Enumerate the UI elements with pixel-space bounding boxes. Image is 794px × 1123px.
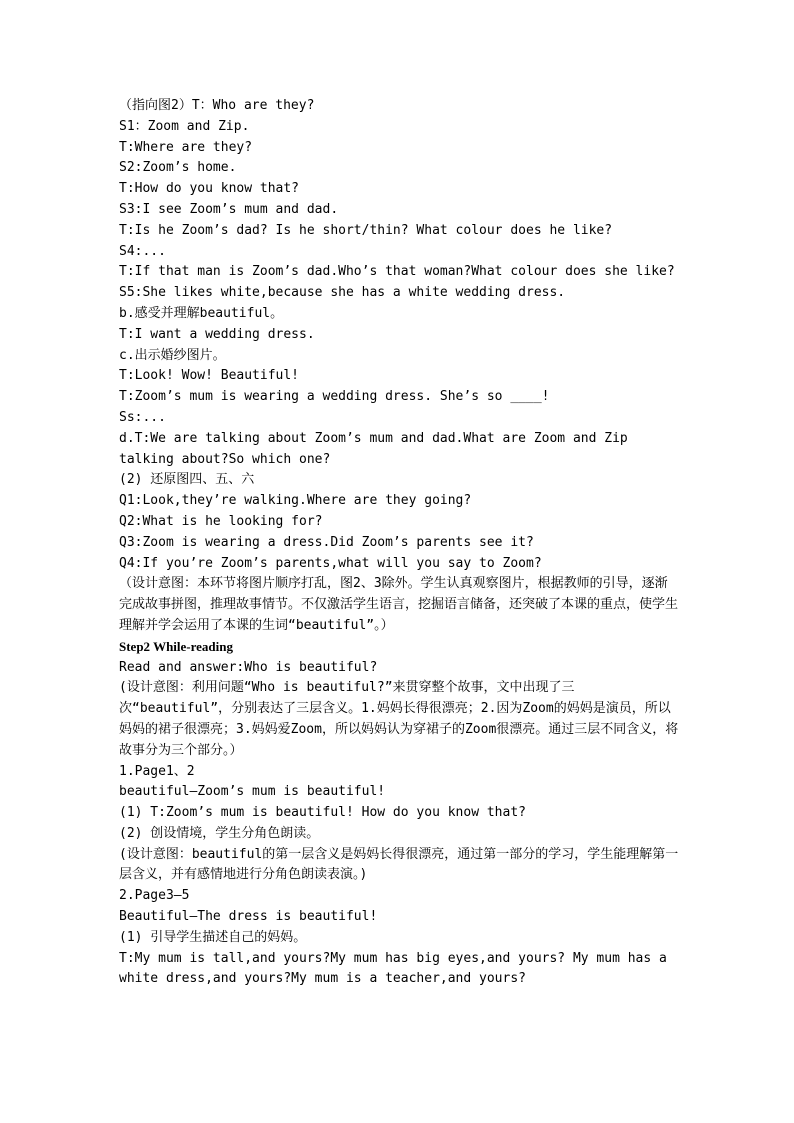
text-line: (设计意图：beautiful的第一层含义是妈妈长得很漂亮，通过第一部分的学习，学生能理解第一层含义，并有感情地进行分角色朗读表演。) <box>119 846 679 883</box>
text-line: Q1:Look,they’re walking.Where are they going? <box>119 493 472 509</box>
text-line: Ss:... <box>119 409 166 425</box>
text-line: S2:Zoom’s home. <box>119 160 237 176</box>
text-line: （指向图2）T：Who are they? <box>119 98 315 113</box>
text-line: T:Is he Zoom’s dad? Is he short/thin? What colour does he like? <box>119 222 613 238</box>
text-line: S1：Zoom and Zip. <box>119 118 250 134</box>
text-line: Q2:What is he looking for? <box>119 513 323 529</box>
text-line: 2.Page3—5 <box>119 888 190 904</box>
text-line: T:Look! Wow! Beautiful! <box>119 368 300 384</box>
text-line: Q3:Zoom is wearing a dress.Did Zoom’s parents see it? <box>119 534 534 550</box>
section-heading: Step2 While-reading <box>119 638 234 654</box>
document-page <box>119 96 679 990</box>
text-line: (2) 还原图四、五、六 <box>119 472 255 488</box>
text-line: Read and answer:Who is beautiful? <box>119 659 378 675</box>
text-line: T:My mum is tall,and yours?My mum has big eyes,and yours? My mum has a white dress,and yours?My mum is a teacher,and yours? <box>119 950 675 987</box>
text-line: (设计意图：利用问题“Who is beautiful?”来贯穿整个故事，文中出现了三次“beautiful”，分别表达了三层含义。1.妈妈长得很漂亮；2.因为Zoom的妈妈是演员，所以妈妈的裙子很漂亮；3.妈妈爱Zoom，所以妈妈认为穿裙子的Zoom很漂亮。通过三层不同含义，将故事分为三个部分。） <box>119 680 679 758</box>
text-line: Q4:If you’re Zoom’s parents,what will you say to Zoom? <box>119 555 542 571</box>
text-line: T:If that man is Zoom’s dad.Who’s that woman?What colour does she like? <box>119 264 675 280</box>
text-line: S3:I see Zoom’s mum and dad. <box>119 201 339 217</box>
text-line: T:I want a wedding dress. <box>119 326 315 342</box>
text-line: (1) 引导学生描述自己的妈妈。 <box>119 929 307 945</box>
text-line: （设计意图：本环节将图片顺序打乱，图2、3除外。学生认真观察图片，根据教师的引导，逐渐完成故事拼图，推理故事情节。不仅激活学生语言，挖掘语言储备，还突破了本课的重点，使学生理解并学会运用了本课的生词“beautiful”。） <box>119 576 679 633</box>
text-line: (2) 创设情境，学生分角色朗读。 <box>119 825 320 841</box>
text-line: S5:She likes white,because she has a white wedding dress. <box>119 285 566 301</box>
text-line: 1.Page1、2 <box>119 763 195 779</box>
text-line: beautiful—Zoom’s mum is beautiful! <box>119 784 386 800</box>
text-line: c.出示婚纱图片。 <box>119 347 226 363</box>
text-line: d.T:We are talking about Zoom’s mum and dad.What are Zoom and Zip talking about?So which one? <box>119 430 636 467</box>
text-line: T:Where are they? <box>119 139 253 155</box>
text-line: (1) T:Zoom’s mum is beautiful! How do you know that? <box>119 805 526 821</box>
text-line: Beautiful—The dress is beautiful! <box>119 909 378 925</box>
text-line: T:How do you know that? <box>119 181 300 197</box>
text-line: T:Zoom’s mum is wearing a wedding dress. She’s so ____! <box>119 389 550 405</box>
text-line: b.感受并理解beautiful。 <box>119 305 284 321</box>
text-line: S4:... <box>119 243 166 259</box>
